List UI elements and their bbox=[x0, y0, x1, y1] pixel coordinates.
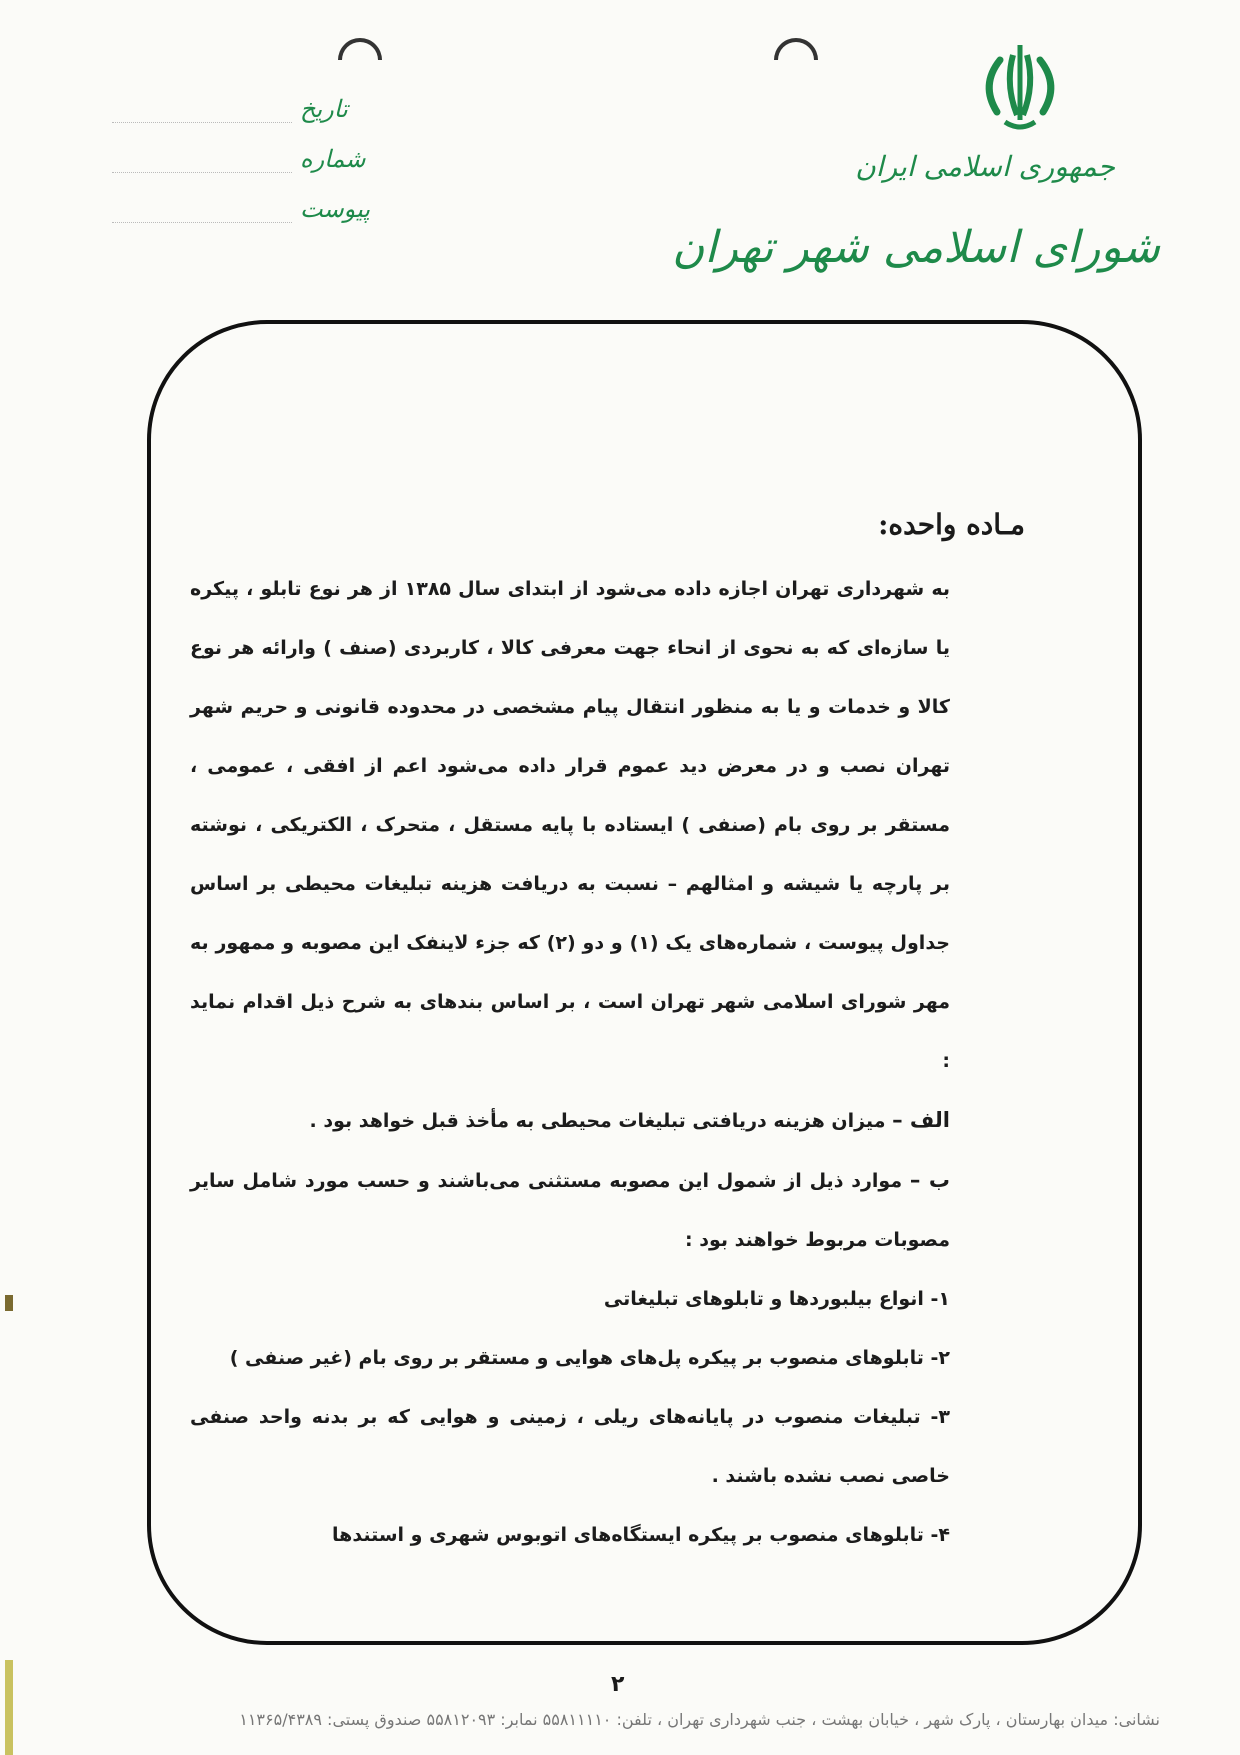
clause-alef-label: الف – bbox=[892, 1108, 950, 1132]
list-item: ۲- تابلوهای منصوب بر پیکره پل‌های هوایی و مستقر بر روی بام (غیر صنفی ) bbox=[229, 1347, 950, 1369]
list-item: ۳- تبلیغات منصوب در پایانه‌های ریلی ، زمینی و هوایی که بر بدنه واحد صنفی خاصی نصب نشده باشند . bbox=[190, 1406, 950, 1487]
scan-edge-mark bbox=[5, 1295, 13, 1311]
list-item: ۱- انواع بیلبوردها و تابلوهای تبلیغاتی bbox=[603, 1288, 950, 1310]
list-item: ۴- تابلوهای منصوب بر پیکره ایستگاه‌های اتوبوس شهری و استندها bbox=[332, 1524, 950, 1546]
document-body bbox=[190, 560, 950, 1565]
intro-paragraph: به شهرداری تهران اجازه داده می‌شود از ابتدای سال ۱۳۸۵ از هر نوع تابلو ، پیکره یا سازه‌ای که به نحوی از انحاء جهت معرفی کالا ، کاربردی (صنف ) وارائه هر نوع کالا و خدمات و یا به منظور انتقال پیام مشخصی در محدوده قانونی و حریم شهر تهران نصب و در معرض دید عموم قرار داده می‌شود اعم از افقی ، عمومی ، مستقر بر روی بام (صنفی ) ایستاده با پایه مستقل ، متحرک ، الکتریکی ، نوشته بر پارچه یا شیشه و امثالهم – نسبت به دریافت هزینه تبلیغات محیطی بر اساس جداول پیوست ، شماره‌های یک (۱) و دو (۲) که جزء لاینفک این مصوبه و ممهور به مهر شورای اسلامی شهر تهران است ، بر اساس بندهای به شرح ذیل اقدام نماید : bbox=[190, 578, 951, 1072]
clause-be-label: ب – bbox=[909, 1168, 950, 1192]
punch-hole-right bbox=[774, 38, 818, 60]
clause-be bbox=[190, 1151, 950, 1270]
page-number: ۲ bbox=[611, 1672, 625, 1697]
clause-alef-text: میزان هزینه دریافتی تبلیغات محیطی به مأخذ قبل خواهد بود . bbox=[309, 1110, 886, 1132]
scan-edge-mark bbox=[5, 1660, 13, 1755]
country-name: جمهوری اسلامی ایران bbox=[855, 150, 1115, 183]
council-name: شورای اسلامی شهر تهران bbox=[672, 222, 1160, 273]
number-label: شماره bbox=[300, 145, 366, 173]
footer-address: نشانی: میدان بهارستان ، پارک شهر ، خیابان بهشت ، جنب شهرداری تهران ، تلفن: ۵۵۸۱۱۱۱۰ نمابر: ۵۵۸۱۲۰۹۳ صندوق پستی: ۱۱۳۶۵/۴۳۸۹ bbox=[239, 1710, 1160, 1729]
punch-hole-left bbox=[338, 38, 382, 60]
date-line bbox=[112, 122, 292, 123]
date-label: تاریخ bbox=[300, 95, 348, 123]
emblem-icon bbox=[975, 40, 1065, 140]
number-line bbox=[112, 172, 292, 173]
attachment-label: پیوست bbox=[300, 195, 370, 223]
attachment-line bbox=[112, 222, 292, 223]
clause-alef bbox=[190, 1091, 950, 1151]
clause-be-text: موارد ذیل از شمول این مصوبه مستثنی می‌باشند و حسب مورد شامل سایر مصوبات مربوط خواهند بود : bbox=[190, 1170, 950, 1251]
article-heading: مـاده واحده: bbox=[878, 508, 1025, 541]
